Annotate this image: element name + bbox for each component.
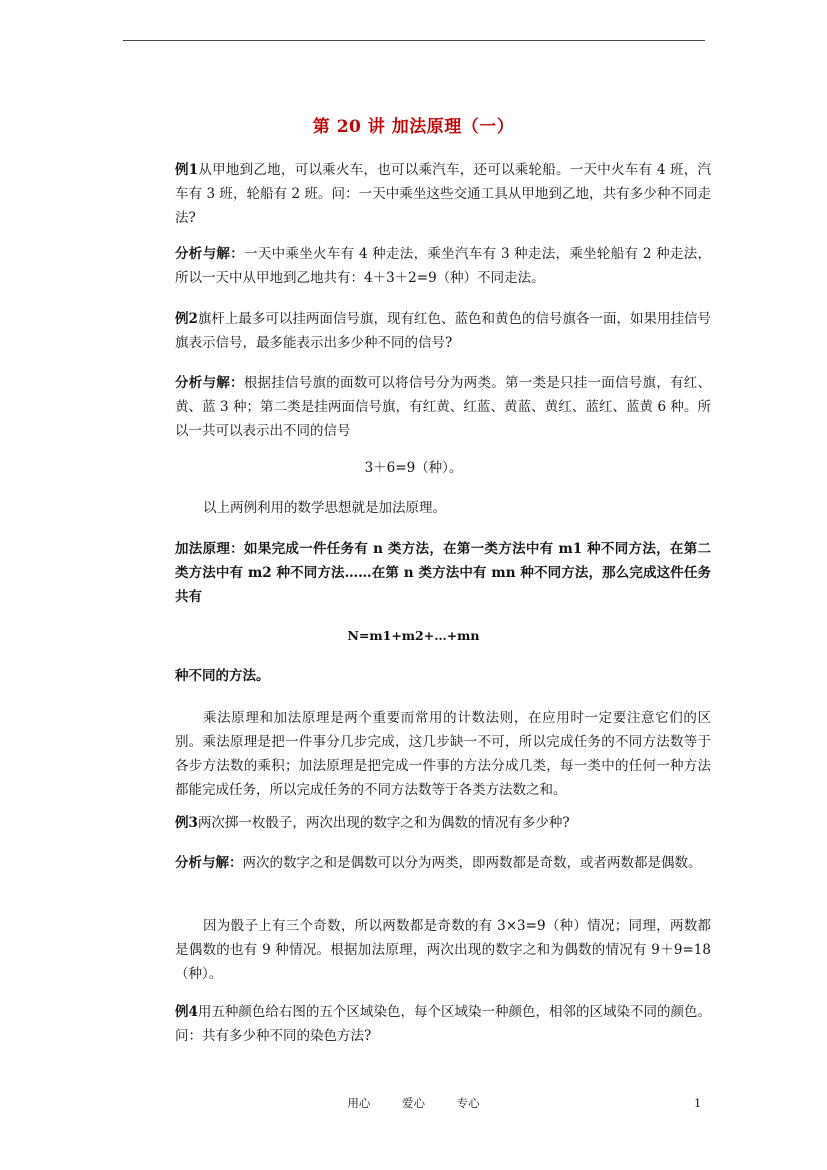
solution-3-continued: 因为骰子上有三个奇数，所以两数都是奇数的有 3×3=9（种）情况；同理，两数都是偶数的也有 9 种情况。根据加法原理，两次出现的数字之和为偶数的情况有 9＋9=18（种）。	[175, 918, 711, 982]
lesson-title: 第 20 讲 加法原理（一）	[312, 117, 515, 137]
solution-1	[175, 242, 711, 290]
example-3-text: 两次掷一枚骰子，两次出现的数字之和为偶数的情况有多少种?	[197, 815, 570, 831]
page-footer	[0, 1095, 827, 1111]
example-4	[175, 1000, 711, 1048]
comparison-paragraph: 乘法原理和加法原理是两个重要而常用的计数法则，在应用时一定要注意它们的区别。乘法原理是把一件事分几步完成，这几步缺一不可，所以完成任务的不同方法数等于各步方法数的乘积；加法原理是把完成一件事的方法分成几类，每一类中的任何一种方法都能完成任务，所以完成任务的不同方法数等于各类方法数之和。	[175, 710, 711, 798]
solution-3	[175, 851, 711, 875]
formula-1: 3＋6=9（种）。	[364, 460, 463, 476]
example-3	[175, 811, 711, 835]
footer-text-1: 用心	[347, 1096, 371, 1110]
solution-3-label: 分析与解：	[175, 855, 243, 871]
footer-text-3: 专心	[456, 1096, 480, 1110]
solution-3-text: 两次的数字之和是偶数可以分为两类，即两数都是奇数，或者两数都是偶数。	[242, 855, 702, 871]
example-4-label: 例4	[175, 1004, 198, 1020]
footer-text-2: 爱心	[402, 1096, 425, 1110]
solution-2	[175, 371, 711, 443]
example-2-text: 旗杆上最多可以挂两面信号旗，现有红色、蓝色和黄色的信号旗各一面，如果用挂信号旗表示信号，最多能表示出多少种不同的信号?	[175, 311, 711, 351]
example-1-text: 从甲地到乙地，可以乘火车，也可以乘汽车，还可以乘轮船。一天中火车有 4 班，汽车有 3 班，轮船有 2 班。问：一天中乘坐这些交通工具从甲地到乙地，共有多少种不同走法?	[175, 162, 711, 226]
header-rule	[123, 40, 705, 41]
formula-2: N=m1+m2+…+mn	[347, 628, 480, 643]
example-2	[175, 307, 711, 355]
example-3-label: 例3	[175, 815, 198, 831]
example-2-label: 例2	[175, 311, 198, 327]
summary-text: 以上两例利用的数学思想就是加法原理。	[203, 500, 446, 516]
addition-principle-end: 种不同的方法。	[175, 668, 270, 684]
solution-2-label: 分析与解：	[175, 375, 244, 391]
solution-1-text: 一天中乘坐火车有 4 种走法，乘坐汽车有 3 种走法，乘坐轮船有 2 种走法，所以一天中从甲地到乙地共有：4＋3＋2=9（种）不同走法。	[175, 246, 712, 286]
addition-principle: 加法原理：如果完成一件任务有 n 类方法，在第一类方法中有 m1 种不同方法，在第二类方法中有 m2 种不同方法……在第 n 类方法中有 mn 种不同方法，那么完成这件任务共有	[175, 541, 711, 605]
example-1-label: 例1	[175, 162, 199, 178]
page-number: 1	[694, 1096, 702, 1110]
example-4-text: 用五种颜色给右图的五个区域染色，每个区域染一种颜色，相邻的区域染不同的颜色。问：共有多少种不同的染色方法?	[175, 1004, 711, 1044]
solution-2-text: 根据挂信号旗的面数可以将信号分为两类。第一类是只挂一面信号旗，有红、黄、蓝 3 种；第二类是挂两面信号旗，有红黄、红蓝、黄蓝、黄红、蓝红、蓝黄 6 种。所以一共可以表示出不同的信号	[175, 375, 711, 439]
example-1	[175, 158, 711, 230]
solution-1-label: 分析与解：	[175, 246, 244, 262]
